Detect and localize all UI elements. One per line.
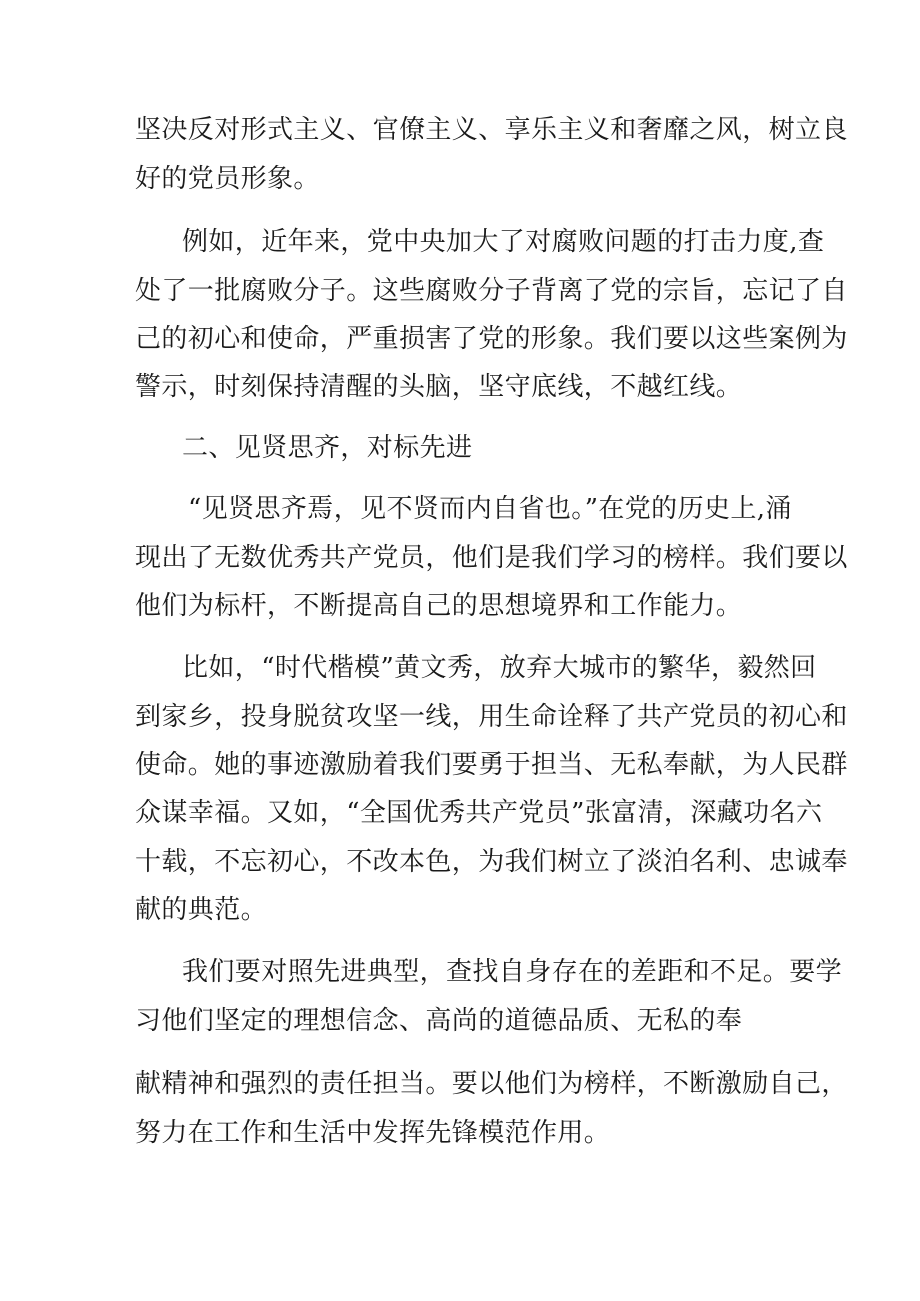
paragraph-2-line-4: 警示，时刻保持清醒的头脑，坚守底线，不越红线。 [135, 372, 743, 402]
paragraph-5-line-2: 习他们坚定的理想信念、高尚的道德品质、无私的奉 [135, 1006, 743, 1036]
paragraph-1-line-2: 好的党员形象。 [135, 164, 320, 194]
paragraph-6-line-1: 献精神和强烈的责任担当。要以他们为榜样，不断激励自己， [135, 1069, 848, 1099]
paragraph-1-line-1: 坚决反对形式主义、官僚主义、享乐主义和奢靡之风，树立良 [135, 115, 848, 145]
paragraph-3-line-2: 现出了无数优秀共产党员，他们是我们学习的榜样。我们要以 [135, 543, 848, 573]
paragraph-6-line-2: 努力在工作和生活中发挥先锋模范作用。 [135, 1118, 611, 1148]
section-heading: 二、见贤思齐，对标先进 [182, 433, 473, 463]
paragraph-4-line-6: 献的典范。 [135, 895, 268, 925]
paragraph-4-line-3: 使命。她的事迹激励着我们要勇于担当、无私奉献，为人民群 [135, 750, 848, 780]
paragraph-4-line-5: 十载，不忘初心，不改本色，为我们树立了淡泊名利、忠诚奉 [135, 847, 848, 877]
paragraph-4-line-1: 比如，“时代楷模”黄文秀，放弃大城市的繁华，毅然回 [182, 653, 817, 683]
paragraph-4-line-2: 到家乡，投身脱贫攻坚一线，用生命诠释了共产党员的初心和 [135, 702, 848, 732]
paragraph-3-line-1: “见贤思齐焉，见不贤而内自省也。”在党的历史上,涌 [188, 494, 792, 524]
paragraph-2-line-1: 例如，近年来，党中央加大了对腐败问题的打击力度,查 [182, 227, 825, 257]
paragraph-2-line-2: 处了一批腐败分子。这些腐败分子背离了党的宗旨，忘记了自 [135, 276, 848, 306]
paragraph-5-line-1: 我们要对照先进典型，查找自身存在的差距和不足。要学 [182, 957, 843, 987]
paragraph-4-line-4: 众谋幸福。又如，“全国优秀共产党员”张富清，深藏功名六 [135, 798, 823, 828]
paragraph-2-line-3: 己的初心和使命，严重损害了党的形象。我们要以这些案例为 [135, 324, 848, 354]
paragraph-3-line-3: 他们为标杆，不断提高自己的思想境界和工作能力。 [135, 591, 743, 621]
